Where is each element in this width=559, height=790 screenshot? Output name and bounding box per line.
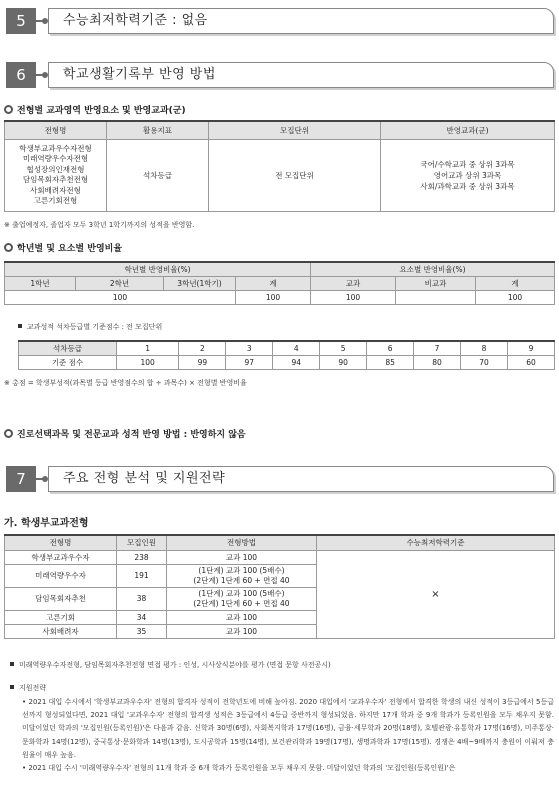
note-graduates: ※ 출업예정자, 졸업자 모두 3학년 1학기까지의 성적을 반영함. [4, 221, 195, 229]
section-5-header [6, 8, 554, 34]
col-header: 반영교과(군) [381, 121, 555, 139]
section-number: 5 [6, 8, 36, 34]
admission-types-cell: 학생부교과우수자전형 미래역량우수자전형 협성장의인재전형 담임목회자추천전형 사회배려자전형 고른기회전형 [5, 139, 107, 211]
table-row: 학생부교과우수자 238 교과 100 × [5, 550, 555, 564]
csat-cell: × [317, 550, 555, 638]
table-row: 사회배려자 35 교과 100 [5, 624, 555, 638]
bullet-score-criteria: 교과성적 석차등급별 기준점수 : 전 모집단위 [18, 322, 162, 332]
unit-cell: 전 모집단위 [209, 139, 381, 211]
square-bullet-icon [10, 685, 14, 689]
section-number: 6 [6, 62, 36, 88]
ratio-table: 학년별 반영비율(%) 요소별 반영비율(%) 1학년 2학년 3학년(1학기) 계 교과 비교과 계 100 100 100 100 [4, 261, 555, 305]
reflection-table [4, 120, 555, 212]
section-title: 학교생활기록부 반영 방법 [48, 62, 554, 88]
section-7-header [6, 466, 554, 492]
col-header: 모집단위 [209, 121, 381, 139]
row-label: 석차등급 [19, 341, 117, 355]
group-header: 요소별 반영비율(%) [311, 262, 555, 276]
ring-bullet-icon [4, 243, 13, 252]
table-row: 미래역량우수자 191 (1단계) 교과 100 (5배수) (2단계) 1단계 60 + 면접 40 [5, 564, 555, 587]
col-header: 활용지표 [107, 121, 209, 139]
strategy-paragraph: • 2021 대입 수시 '미래역량우수자' 전형의 11개 학과 중 6개 학과가 등록인원을 모두 채우지 못함. 미달이었던 학과의 '모집인원(등록인원)'은 [22, 764, 456, 773]
table-row: 고른기회 34 교과 100 [5, 610, 555, 624]
table-row: 담임목회자추천 38 (1단계) 교과 100 (5배수) (2단계) 1단계 60 + 면접 40 [5, 587, 555, 610]
strategy-text [22, 696, 554, 775]
ring-bullet-icon [4, 105, 13, 114]
row-label: 기준 점수 [19, 355, 117, 369]
bullet-interview: 미래역량우수자전형, 담임목회자추천전형 면접 평가 : 인성, 시사상식분야를 평가 (면접 문항 사전공시) [10, 660, 331, 670]
col-header: 전형명 [5, 121, 107, 139]
grade-ratio-cell: 100 [5, 290, 236, 304]
square-bullet-icon [10, 662, 14, 666]
strategy-paragraph: • 2021 대입 수시에서 '학생부교과우수자' 전형의 합격자 성적이 전학년도에 비해 높아짐. 2020 대입에서 '교과우수자' 전형에서 합격한 학생의 내신 성적이 3등급에서 5등급선까지 형성되었다면, 2021 대입 '교과우수자' 전형의 합격생 성적은 3등급에서 4등급 중반까지 형성되었음. 하지만 17개 학과 중 9개 학과가 등록인원을 모두 채우지 못함. 미달이었던 학과의 '모집인원(등록인원)'은 다음과 같음. 신학과 30명(6명), 사회복지학과 17명(16명), 금융·세무학과 20명(18명), 호텔관광·유통학과 17명(16명), 미주통상·문화학과 14명(12명), 중국통상·문화학과 14명(13명), 도시공학과 15명(14명), 보건관리학과 19명(17명), 생명과학과 17명(15명). 경쟁은 4배~9배까지 충원이 이뤄져 충원율이 매우 높음. [22, 698, 554, 759]
subheading-ratio: 학년별 및 요소별 반영비율 [4, 241, 122, 254]
note-total-score: ※ 총점 = 학생부성적(과목별 등급 반영점수의 합 ÷ 과목수) × 전형별 반영비율 [4, 379, 247, 387]
indicator-cell: 석차등급 [107, 139, 209, 211]
ring-bullet-icon [4, 429, 13, 438]
subheading-student-record: 가. 학생부교과전형 [4, 518, 89, 529]
subheading-career-subjects: 진로선택과목 및 전문교과 성적 반영 방법 : 반영하지 않음 [4, 427, 246, 440]
admission-analysis-table: 전형명 모집인원 전형방법 수능최저학력기준 학생부교과우수자 238 교과 100 × 미래역량우수자 191 (1단계) 교과 100 (5배수) (2단계) 1단계 60 + 면접 40 담임목회자추천 38 (1단계) 교과 100 (5배수) (2단계) 1단계 60 + 면접 40 고른기회 34 교과 100 사회배려자 35 교과 100 [4, 534, 555, 639]
subjects-cell: 국어/수학교과 중 상위 3과목 영어교과 상위 3과목 사회/과학교과 중 상위 3과목 [381, 139, 555, 211]
section-number: 7 [6, 466, 36, 492]
section-6-header [6, 62, 554, 88]
score-table: 석차등급 1 2 3 4 5 6 7 8 9 기준 점수 100 99 97 94 90 85 80 70 60 [18, 340, 555, 370]
section-title: 수능최저학력기준 : 없음 [48, 8, 554, 34]
square-bullet-icon [18, 324, 22, 328]
group-header: 학년별 반영비율(%) [5, 262, 311, 276]
bullet-strategy: 지원전략 [10, 683, 46, 693]
subheading-reflection: 전형별 교과영역 반영요소 및 반영교과(군) [4, 103, 186, 116]
section-title: 주요 전형 분석 및 지원전략 [48, 466, 554, 492]
